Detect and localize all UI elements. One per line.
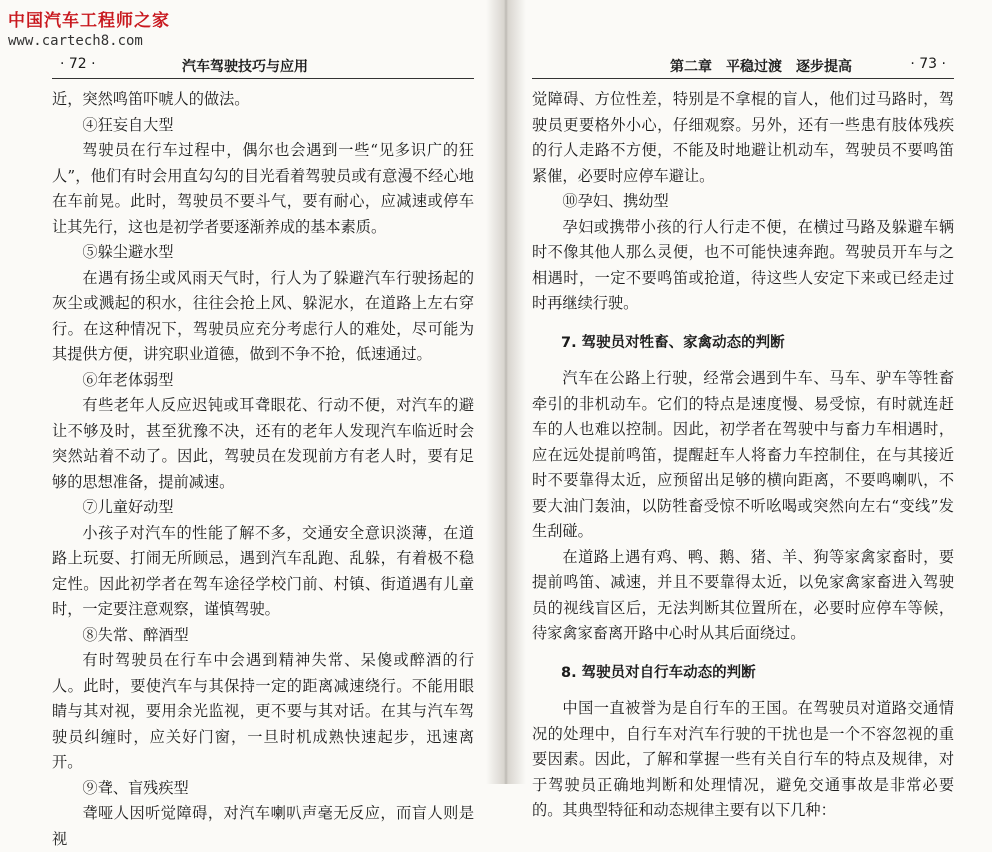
watermark-site-name: 中国汽车工程师之家 — [8, 11, 170, 31]
watermark — [8, 6, 170, 49]
body-paragraph: 在遇有扬尘或风雨天气时，行人为了躲避汽车行驶扬起的灰尘或溅起的积水，往往会抢上风、躲泥水，在道路上左右穿行。在这种情况下，驾驶员应充分考虑行人的难处，尽可能为其提供方便，讲究职业道德，做到不争不抢，低速通过。 — [52, 268, 474, 363]
body-paragraph: 汽车在公路上行驶，经常会遇到牛车、马车、驴车等牲畜牵引的非机动车。它们的特点是速度慢、易受惊，有时就连赶车的人也难以控制。因此，初学者在驾驶中与畜力车相遇时，应在远处提前鸣笛，提醒赶车人将畜力车控制住，在与其接近时不要靠得太近，应预留出足够的横向距离，不要鸣喇叭，不要大油门轰油，以防牲畜受惊不听吆喝或突然向左右“变线”发生刮碰。 — [532, 369, 954, 540]
subsection-heading: ⑥年老体弱型 — [82, 370, 174, 389]
watermark-url: www.cartech8.com — [8, 33, 143, 49]
body-paragraph: 在道路上遇有鸡、鸭、鹅、猪、羊、狗等家禽家畜时，要提前鸣笛、减速，并且不要靠得太近，以免家禽家畜进入驾驶员的视线盲区后，无法判断其位置所在，必要时应停车等候，待家禽家畜离开路中心时从其后面绕过。 — [532, 547, 954, 642]
body-paragraph: 有些老年人反应迟钝或耳聋眼花、行动不便，对汽车的避让不够及时，甚至犹豫不决，还有的老年人发现汽车临近时会突然站着不动了。因此，驾驶员在发现前方有老人时，要有足够的思想准备，提前减速。 — [52, 396, 474, 491]
body-paragraph: 觉障碍、方位性差，特别是不拿棍的盲人，他们过马路时，驾驶员更要格外小心，仔细观察。另外，还有一些患有肢体残疾的行人走路不方便，不能及时地避让机动车，驾驶员不要鸣笛紧催，必要时应停车避让。 — [532, 90, 954, 185]
right-page-number: · 73 · — [910, 56, 946, 72]
book-gutter — [486, 0, 526, 784]
right-page-header-title: 第二章 平稳过渡 逐步提高 — [670, 59, 852, 75]
left-page — [52, 52, 474, 852]
body-paragraph: 中国一直被誉为是自行车的王国。在驾驶员对道路交通情况的处理中，自行车对汽车行驶的干扰也是一个不容忽视的重要因素。因此，了解和掌握一些有关自行车的特点及规律，对于驾驶员正确地判断和处理情况，避免交通事故是非常必要的。其典型特征和动态规律主要有以下几种： — [532, 699, 954, 819]
body-paragraph: 近，突然鸣笛吓唬人的做法。 — [52, 90, 250, 108]
body-paragraph: 驾驶员在行车过程中，偶尔也会遇到一些“见多识广的狂人”，他们有时会用直勾勾的目光看着驾驶员或有意漫不经心地在车前晃。此时，驾驶员不要斗气，要有耐心，应减速或停车让其先行，这也是初学者要逐渐养成的基本素质。 — [52, 141, 474, 236]
body-paragraph: 孕妇或携带小孩的行人行走不便，在横过马路及躲避车辆时不像其他人那么灵便，也不可能快速奔跑。驾驶员开车与之相遇时，一定不要鸣笛或抢道，待这些人安定下来或已经走过时再继续行驶。 — [532, 217, 954, 312]
subsection-heading: ⑧失常、醉酒型 — [82, 625, 189, 644]
body-paragraph: 聋哑人因听觉障碍，对汽车喇叭声毫无反应，而盲人则是视 — [52, 804, 474, 848]
subsection-heading: ⑩孕妇、携幼型 — [562, 192, 669, 210]
left-page-body — [52, 87, 474, 852]
left-page-header — [52, 52, 474, 79]
subsection-heading: ⑤躲尘避水型 — [82, 243, 174, 261]
section-heading: 7. 驾驶员对牲畜、家禽动态的判断 — [561, 334, 785, 351]
body-paragraph: 有时驾驶员在行车中会遇到精神失常、呆傻或醉酒的行人。此时，要使汽车与其保持一定的距离减速绕行。不能用眼睛与其对视，要用余光监视，更不要与其对话。在其与汽车驾驶员纠缠时，应关好门窗，一旦时机成熟快速起步，迅速离开。 — [52, 651, 474, 771]
section-heading: 8. 驾驶员对自行车动态的判断 — [561, 664, 756, 681]
subsection-heading: ⑨聋、盲残疾型 — [82, 778, 189, 797]
right-page-body — [532, 87, 954, 824]
subsection-heading: ④狂妄自大型 — [82, 115, 174, 134]
right-page-header — [532, 52, 954, 79]
right-page — [532, 52, 954, 824]
body-paragraph: 小孩子对汽车的性能了解不多，交通安全意识淡薄，在道路上玩耍、打闹无所顾忌，遇到汽车乱跑、乱躲，有着极不稳定性。因此初学者在驾车途径学校门前、村镇、街道遇有儿童时，一定要注意观察，谨慎驾驶。 — [52, 523, 474, 618]
left-page-number: · 72 · — [60, 56, 96, 72]
subsection-heading: ⑦儿童好动型 — [82, 498, 174, 516]
left-page-header-title: 汽车驾驶技巧与应用 — [182, 59, 308, 75]
